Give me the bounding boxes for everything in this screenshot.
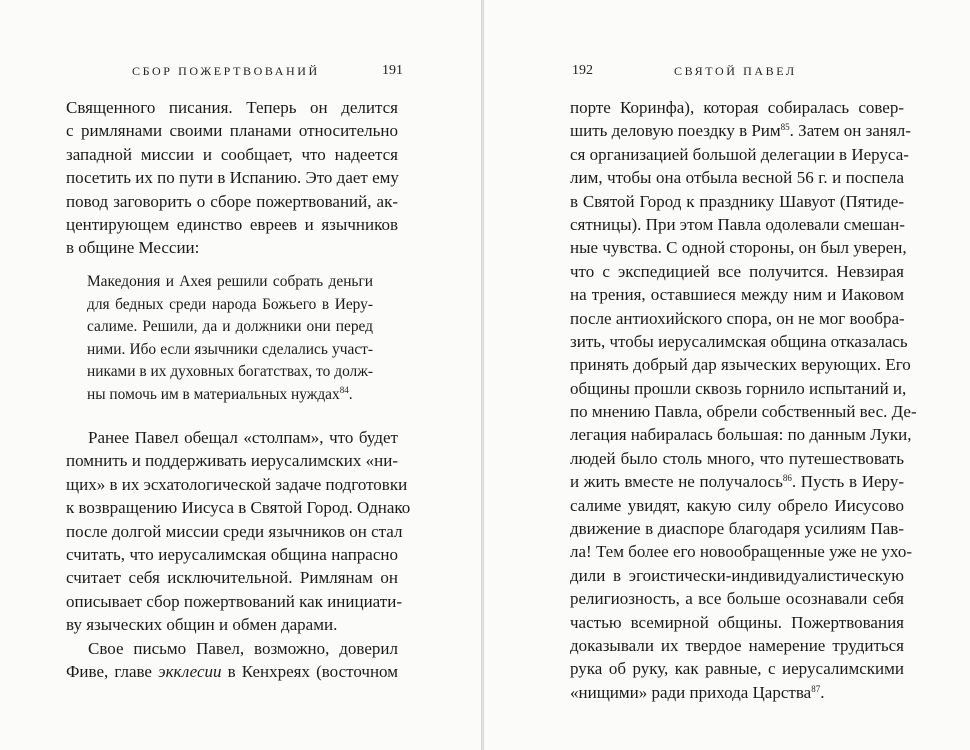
text-line: ся организацией большой делегации в Иеруса- <box>570 144 909 164</box>
text-line: сятницы). При этом Павла одолевали смешан- <box>570 214 905 234</box>
quote-line: Македония и Ахея решили собрать деньги <box>87 273 373 290</box>
text-line: ла! Тем более его новообращенные уже не ухо- <box>570 542 913 562</box>
quote-line <box>87 384 373 407</box>
text-segment: шить деловую поездку в Рим <box>570 121 781 141</box>
page-number: 191 <box>382 63 403 78</box>
right-page <box>484 0 970 750</box>
text-line: ву языческих общин и обмен дарами. <box>66 615 338 635</box>
text-line: дили в эгоистически-индивидуалистическую <box>570 565 904 585</box>
text-line: ные чувства. С одной стороны, он был уверен, <box>570 238 907 258</box>
page-number: 192 <box>572 63 593 78</box>
text-segment: . <box>820 682 825 702</box>
left-page <box>0 0 481 750</box>
text-line: с римлянами своими планами относительно <box>66 121 398 141</box>
text-line: щих» в их эсхатологической задаче подготовки <box>66 474 408 494</box>
footnote-ref: 85 <box>780 122 790 133</box>
text-segment: . Затем он занял- <box>789 121 911 141</box>
text-line: центирующем единство евреев и язычников <box>66 214 398 234</box>
text-line: в Святой Город к празднику Шавуот (Пятиде- <box>570 191 904 211</box>
body-text <box>570 96 917 704</box>
italic-term: экклесии <box>158 661 222 681</box>
text-line: помнить и поддерживать иерусалимских «ни- <box>66 451 398 471</box>
text-line: религиозность, а все больше осознавали себя <box>570 589 904 609</box>
footnote-ref: 86 <box>782 473 792 484</box>
text-line: легация набиралась большая: по данным Луки, <box>570 425 912 445</box>
text-line: Священного писания. Теперь он делится <box>66 98 398 117</box>
text-segment: . Пусть в Иеру- <box>791 472 904 492</box>
text-line: по мнению Павла, обрели собственный вес. Де- <box>570 402 917 422</box>
text-line: после антиохийского спора, он не мог вообра- <box>570 308 905 328</box>
text-line: описывает сбор пожертвований как инициати- <box>66 591 402 611</box>
text-line: общины прошли сквозь горнило испытаний и, <box>570 378 907 398</box>
block-quote <box>87 271 373 406</box>
text-segment: и жить вместе не получалось <box>570 472 783 492</box>
body-text <box>66 96 398 260</box>
text-line: Свое письмо Павел, возможно, доверил <box>88 638 398 658</box>
text-line: частью всемирной общины. Пожертвования <box>570 612 904 632</box>
text-line: лим, чтобы она отбыла весной 56 г. и поспела <box>570 168 904 188</box>
text-line: порте Коринфа), которая собиралась совер- <box>570 98 904 117</box>
text-line: считать, что иерусалимская община напрасно <box>66 544 398 564</box>
quote-line: ними. Ибо если язычники сделались участ- <box>87 340 373 358</box>
text-segment: «нищими» ради прихода Царства <box>570 682 812 702</box>
quote-line-tail: . <box>348 385 353 403</box>
text-line: западной миссии и сообщает, что надеется <box>66 144 398 164</box>
text-line: людей было столь много, что путешествовать <box>570 448 904 468</box>
quote-line: салиме. Решили, да и должники они перед <box>87 318 373 335</box>
text-line: зить, чтобы иерусалимская община отказалась <box>570 331 908 351</box>
text-segment: Фиве, главе <box>66 661 159 681</box>
text-line: Ранее Павел обещал «столпам», что будет <box>88 428 398 447</box>
body-text-2 <box>66 426 411 683</box>
text-line: после долгой миссии среди язычников он стал <box>66 521 403 541</box>
quote-line: никами в их духовных богатствах, то долж- <box>87 363 373 380</box>
text-line: считает себя исключительной. Римлянам он <box>66 568 398 588</box>
text-line: принять добрый дар языческих верующих. Его <box>570 355 911 375</box>
text-line: что с экспедицией все получится. Невзирая <box>570 261 904 281</box>
text-line: повод заговорить о сборе пожертвований, ак- <box>66 191 398 211</box>
text-line: посетить их по пути в Испанию. Это дает ему <box>66 168 399 188</box>
text-line: рука об руку, как равные, с иерусалимскими <box>570 659 904 679</box>
footnote-ref: 84 <box>339 384 349 395</box>
text-line <box>570 681 904 704</box>
text-line: движение в диаспоре благодаря усилиям Пав- <box>570 519 904 539</box>
text-line: в общине Мессии: <box>66 238 200 258</box>
running-head: СВЯТОЙ ПАВЕЛ <box>674 64 797 78</box>
text-line: на трения, оставшиеся между ним и Иаковом <box>570 285 904 305</box>
text-line: доказывали их твердое намерение трудиться <box>570 635 904 655</box>
text-line: к возвращению Иисуса в Святой Город. Однако <box>66 498 411 518</box>
text-line: салиме увидят, какую силу обрело Иисусово <box>570 495 904 515</box>
quote-line-text: ны помочь им в материальных нуждах <box>87 385 340 403</box>
text-line <box>570 470 904 493</box>
footnote-ref: 87 <box>811 683 821 694</box>
quote-line: для бедных среди народа Божьего в Иеру- <box>87 295 373 313</box>
text-line <box>66 660 398 683</box>
text-segment: в Кенхреях (восточном <box>221 661 398 681</box>
running-head: СБОР ПОЖЕРТВОВАНИЙ <box>132 64 320 78</box>
text-line <box>570 119 911 142</box>
